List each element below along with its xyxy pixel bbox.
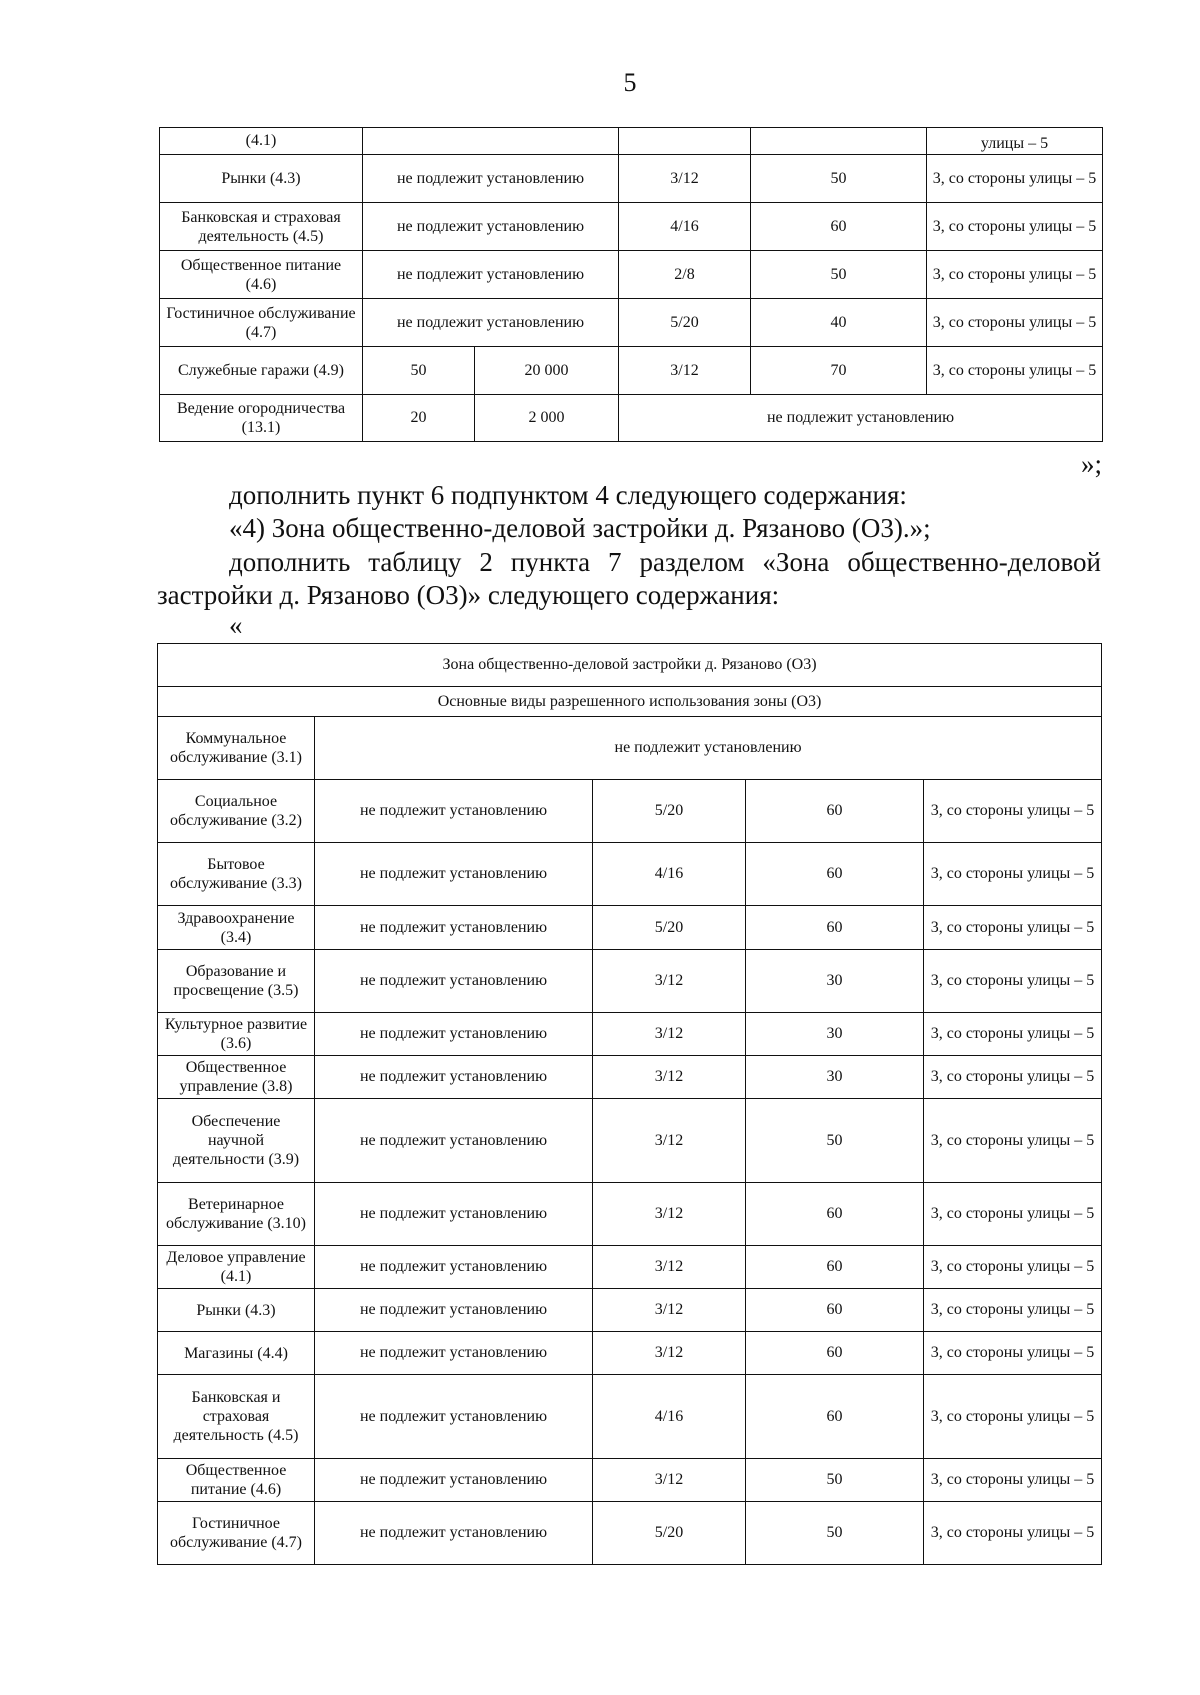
coverage-cell: 70 xyxy=(751,347,927,395)
setback-cell: 3, со стороны улицы – 5 xyxy=(927,299,1103,347)
setback-cell: 3, со стороны улицы – 5 xyxy=(927,347,1103,395)
area-cell: не подлежит установлению xyxy=(363,299,619,347)
floors-cell: 3/12 xyxy=(593,1459,746,1502)
setback-cell: 3, со стороны улицы – 5 xyxy=(924,1289,1102,1332)
floors-cell: 4/16 xyxy=(593,1375,746,1459)
use-type-cell: Ветеринарное обслуживание (3.10) xyxy=(158,1183,315,1246)
area-cell: не подлежит установлению xyxy=(315,1246,593,1289)
area-cell: не подлежит установлению xyxy=(315,906,593,950)
min-area-cell: 20 xyxy=(363,395,475,442)
area-cell: не подлежит установлению xyxy=(315,950,593,1013)
table-row xyxy=(158,950,1102,1013)
continued-zone-table xyxy=(159,127,1103,442)
use-type-cell: Образование и просвещение (3.5) xyxy=(158,950,315,1013)
use-type-cell: Банковская и страховая деятельность (4.5) xyxy=(160,203,363,251)
setback-cell: 3, со стороны улицы – 5 xyxy=(924,950,1102,1013)
coverage-cell: 50 xyxy=(746,1459,924,1502)
zone-title: Зона общественно-деловой застройки д. Рязаново (О3) xyxy=(158,644,1102,687)
use-type-cell: Здравоохранение (3.4) xyxy=(158,906,315,950)
zone-subtitle: Основные виды разрешенного использования зоны (О3) xyxy=(158,687,1102,717)
use-type-cell: Общественное управление (3.8) xyxy=(158,1056,315,1099)
coverage-cell: 60 xyxy=(751,203,927,251)
use-type-cell: Ведение огородничества (13.1) xyxy=(160,395,363,442)
table-row xyxy=(160,203,1103,251)
floors-cell: 3/12 xyxy=(593,1332,746,1375)
area-cell: не подлежит установлению xyxy=(363,251,619,299)
table-row xyxy=(160,128,1103,155)
area-cell: не подлежит установлению xyxy=(315,843,593,906)
paragraph-3-line-1: дополнить таблицу 2 пункта 7 разделом «Зона общественно-деловой xyxy=(229,547,1101,577)
use-type-cell: Банковская и страховая деятельность (4.5) xyxy=(158,1375,315,1459)
table-row xyxy=(158,780,1102,843)
use-type-cell: Рынки (4.3) xyxy=(158,1289,315,1332)
setback-cell: улицы – 5 xyxy=(927,128,1103,155)
use-type-cell: (4.1) xyxy=(160,128,363,155)
area-cell: не подлежит установлению xyxy=(315,1289,593,1332)
merged-not-set-cell: не подлежит установлению xyxy=(619,395,1103,442)
floors-cell: 3/12 xyxy=(593,1246,746,1289)
coverage-cell: 50 xyxy=(751,251,927,299)
coverage-cell: 30 xyxy=(746,950,924,1013)
paragraph-3-line-2: застройки д. Рязаново (О3)» следующего содержания: xyxy=(157,580,780,610)
setback-cell: 3, со стороны улицы – 5 xyxy=(924,780,1102,843)
table-row xyxy=(158,906,1102,950)
area-cell: не подлежит установлению xyxy=(363,155,619,203)
coverage-cell: 40 xyxy=(751,299,927,347)
table-row xyxy=(158,1332,1102,1375)
floors-cell: 2/8 xyxy=(619,251,751,299)
use-type-cell: Рынки (4.3) xyxy=(160,155,363,203)
table-row xyxy=(160,251,1103,299)
use-type-cell: Общественное питание (4.6) xyxy=(158,1459,315,1502)
floors-cell: 3/12 xyxy=(593,1056,746,1099)
use-type-cell: Гостиничное обслуживание (4.7) xyxy=(160,299,363,347)
use-type-cell: Магазины (4.4) xyxy=(158,1332,315,1375)
setback-cell: 3, со стороны улицы – 5 xyxy=(924,843,1102,906)
coverage-cell: 50 xyxy=(746,1502,924,1565)
setback-cell: 3, со стороны улицы – 5 xyxy=(924,1332,1102,1375)
table-row xyxy=(158,1289,1102,1332)
floors-cell: 4/16 xyxy=(593,843,746,906)
floors-cell: 4/16 xyxy=(619,203,751,251)
zone-o3-table xyxy=(157,643,1102,1565)
coverage-cell: 60 xyxy=(746,1332,924,1375)
table-row xyxy=(158,1246,1102,1289)
page-number: 5 xyxy=(623,68,637,97)
setback-cell: 3, со стороны улицы – 5 xyxy=(927,155,1103,203)
area-cell: не подлежит установлению xyxy=(315,1056,593,1099)
setback-cell: 3, со стороны улицы – 5 xyxy=(924,1099,1102,1183)
closing-quote: »; xyxy=(1080,449,1102,479)
max-area-cell: 20 000 xyxy=(475,347,619,395)
setback-cell: 3, со стороны улицы – 5 xyxy=(924,1056,1102,1099)
area-cell: не подлежит установлению xyxy=(315,1183,593,1246)
use-type-cell: Общественное питание (4.6) xyxy=(160,251,363,299)
table-row xyxy=(158,1013,1102,1056)
empty-cell xyxy=(619,128,751,155)
table-row xyxy=(160,395,1103,442)
floors-cell: 5/20 xyxy=(593,906,746,950)
use-type-cell: Деловое управление (4.1) xyxy=(158,1246,315,1289)
use-type-cell: Культурное развитие (3.6) xyxy=(158,1013,315,1056)
setback-cell: 3, со стороны улицы – 5 xyxy=(927,203,1103,251)
coverage-cell: 60 xyxy=(746,1246,924,1289)
coverage-cell: 60 xyxy=(746,906,924,950)
floors-cell: 5/20 xyxy=(619,299,751,347)
coverage-cell: 50 xyxy=(751,155,927,203)
setback-cell: 3, со стороны улицы – 5 xyxy=(924,1459,1102,1502)
setback-cell: 3, со стороны улицы – 5 xyxy=(927,251,1103,299)
table-row xyxy=(160,155,1103,203)
setback-cell: 3, со стороны улицы – 5 xyxy=(924,1183,1102,1246)
coverage-cell: 60 xyxy=(746,1183,924,1246)
table-row xyxy=(158,1502,1102,1565)
area-cell: не подлежит установлению xyxy=(315,1013,593,1056)
setback-cell: 3, со стороны улицы – 5 xyxy=(924,906,1102,950)
table-row xyxy=(158,843,1102,906)
use-type-cell: Обеспечение научной деятельности (3.9) xyxy=(158,1099,315,1183)
use-type-cell: Бытовое обслуживание (3.3) xyxy=(158,843,315,906)
table-row xyxy=(160,347,1103,395)
opening-quote: « xyxy=(229,610,243,640)
table-row xyxy=(158,1459,1102,1502)
table-row xyxy=(158,1099,1102,1183)
floors-cell: 3/12 xyxy=(593,1099,746,1183)
table-row xyxy=(160,299,1103,347)
coverage-cell: 60 xyxy=(746,1375,924,1459)
floors-cell: 3/12 xyxy=(593,1289,746,1332)
empty-cell xyxy=(751,128,927,155)
setback-cell: 3, со стороны улицы – 5 xyxy=(924,1246,1102,1289)
table-row xyxy=(158,1183,1102,1246)
table-subtitle-row xyxy=(158,687,1102,717)
setback-cell: 3, со стороны улицы – 5 xyxy=(924,1502,1102,1565)
table-title-row xyxy=(158,644,1102,687)
max-area-cell: 2 000 xyxy=(475,395,619,442)
area-cell: не подлежит установлению xyxy=(315,1099,593,1183)
floors-cell: 3/12 xyxy=(593,950,746,1013)
area-cell: не подлежит установлению xyxy=(315,1332,593,1375)
min-area-cell: 50 xyxy=(363,347,475,395)
paragraph-1: дополнить пункт 6 подпунктом 4 следующего содержания: xyxy=(229,480,907,510)
floors-cell: 3/12 xyxy=(619,155,751,203)
coverage-cell: 30 xyxy=(746,1013,924,1056)
setback-cell: 3, со стороны улицы – 5 xyxy=(924,1375,1102,1459)
area-cell: не подлежит установлению xyxy=(363,203,619,251)
floors-cell: 3/12 xyxy=(593,1013,746,1056)
setback-cell: 3, со стороны улицы – 5 xyxy=(924,1013,1102,1056)
area-cell: не подлежит установлению xyxy=(315,1375,593,1459)
floors-cell: 5/20 xyxy=(593,780,746,843)
use-type-cell: Коммунальное обслуживание (3.1) xyxy=(158,717,315,780)
coverage-cell: 30 xyxy=(746,1056,924,1099)
coverage-cell: 60 xyxy=(746,780,924,843)
coverage-cell: 50 xyxy=(746,1099,924,1183)
area-cell: не подлежит установлению xyxy=(315,780,593,843)
floors-cell: 5/20 xyxy=(593,1502,746,1565)
table-row xyxy=(158,1375,1102,1459)
coverage-cell: 60 xyxy=(746,843,924,906)
area-cell: не подлежит установлению xyxy=(315,1459,593,1502)
use-type-cell: Социальное обслуживание (3.2) xyxy=(158,780,315,843)
coverage-cell: 60 xyxy=(746,1289,924,1332)
floors-cell: 3/12 xyxy=(593,1183,746,1246)
empty-cell xyxy=(363,128,619,155)
merged-not-set-cell: не подлежит установлению xyxy=(315,717,1102,780)
table-row xyxy=(158,717,1102,780)
use-type-cell: Гостиничное обслуживание (4.7) xyxy=(158,1502,315,1565)
floors-cell: 3/12 xyxy=(619,347,751,395)
use-type-cell: Служебные гаражи (4.9) xyxy=(160,347,363,395)
paragraph-2: «4) Зона общественно-деловой застройки д. Рязаново (О3).»; xyxy=(229,513,931,543)
area-cell: не подлежит установлению xyxy=(315,1502,593,1565)
table-row xyxy=(158,1056,1102,1099)
